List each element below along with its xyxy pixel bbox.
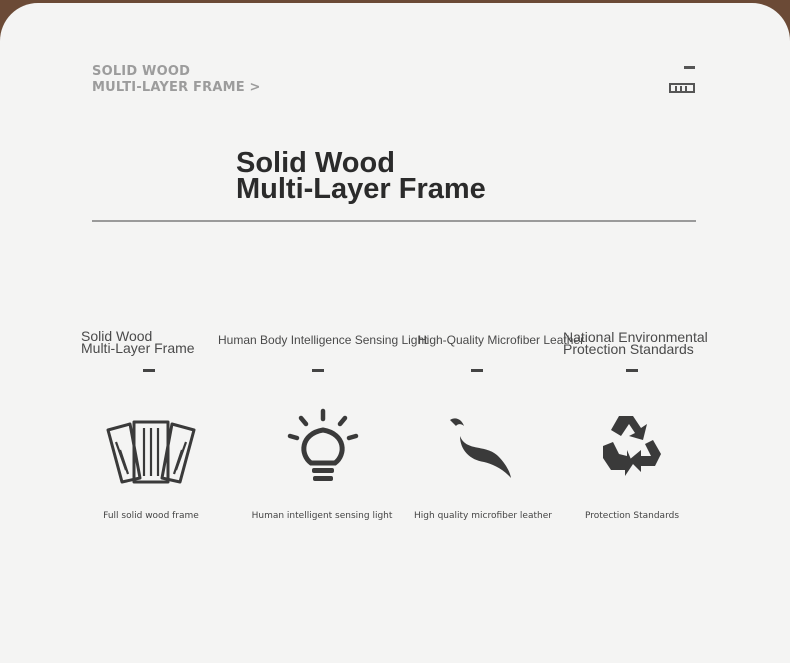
light-bulb-icon	[286, 408, 360, 486]
breadcrumb-line-2: MULTI-LAYER FRAME >	[92, 80, 261, 95]
feature-heading-sensing-light	[218, 333, 427, 347]
wood-frame-icon	[104, 420, 198, 486]
feature-dash	[143, 369, 155, 372]
feature-heading-wood-frame	[81, 330, 195, 354]
breadcrumb[interactable]	[92, 64, 261, 96]
feature-heading-line-2: Protection Standards	[563, 341, 694, 357]
page-title-line-2: Multi-Layer Frame	[236, 173, 486, 205]
divider	[92, 220, 696, 222]
feature-heading-line-1: Human Body Intelligence Sensing Light	[218, 333, 428, 347]
feature-caption-environmental: Protection Standards	[584, 511, 680, 521]
feature-caption-leather: High quality microfiber leather	[414, 511, 552, 521]
feature-heading-environmental	[563, 331, 708, 355]
recycle-icon	[597, 412, 665, 480]
feature-caption-sensing-light: Human intelligent sensing light	[251, 511, 393, 521]
breadcrumb-line-1: SOLID WOOD	[92, 64, 191, 79]
feature-heading-line-2: Multi-Layer Frame	[81, 340, 195, 356]
feature-dash	[312, 369, 324, 372]
frame-layers-icon	[669, 83, 695, 93]
feature-heading-line-1: High-Quality Microfiber Leather	[418, 333, 585, 347]
leather-swirl-icon	[446, 414, 516, 480]
feature-heading-line-1: Solid Wood	[81, 328, 153, 344]
feature-heading-line-1: National Environmental	[563, 329, 708, 345]
feature-heading-leather	[418, 333, 584, 347]
dash-icon	[684, 66, 695, 69]
feature-dash	[471, 369, 483, 372]
feature-caption-wood-frame: Full solid wood frame	[103, 511, 199, 521]
page-title-line-1: Solid Wood	[236, 147, 395, 179]
feature-dash	[626, 369, 638, 372]
page-title	[236, 147, 486, 205]
